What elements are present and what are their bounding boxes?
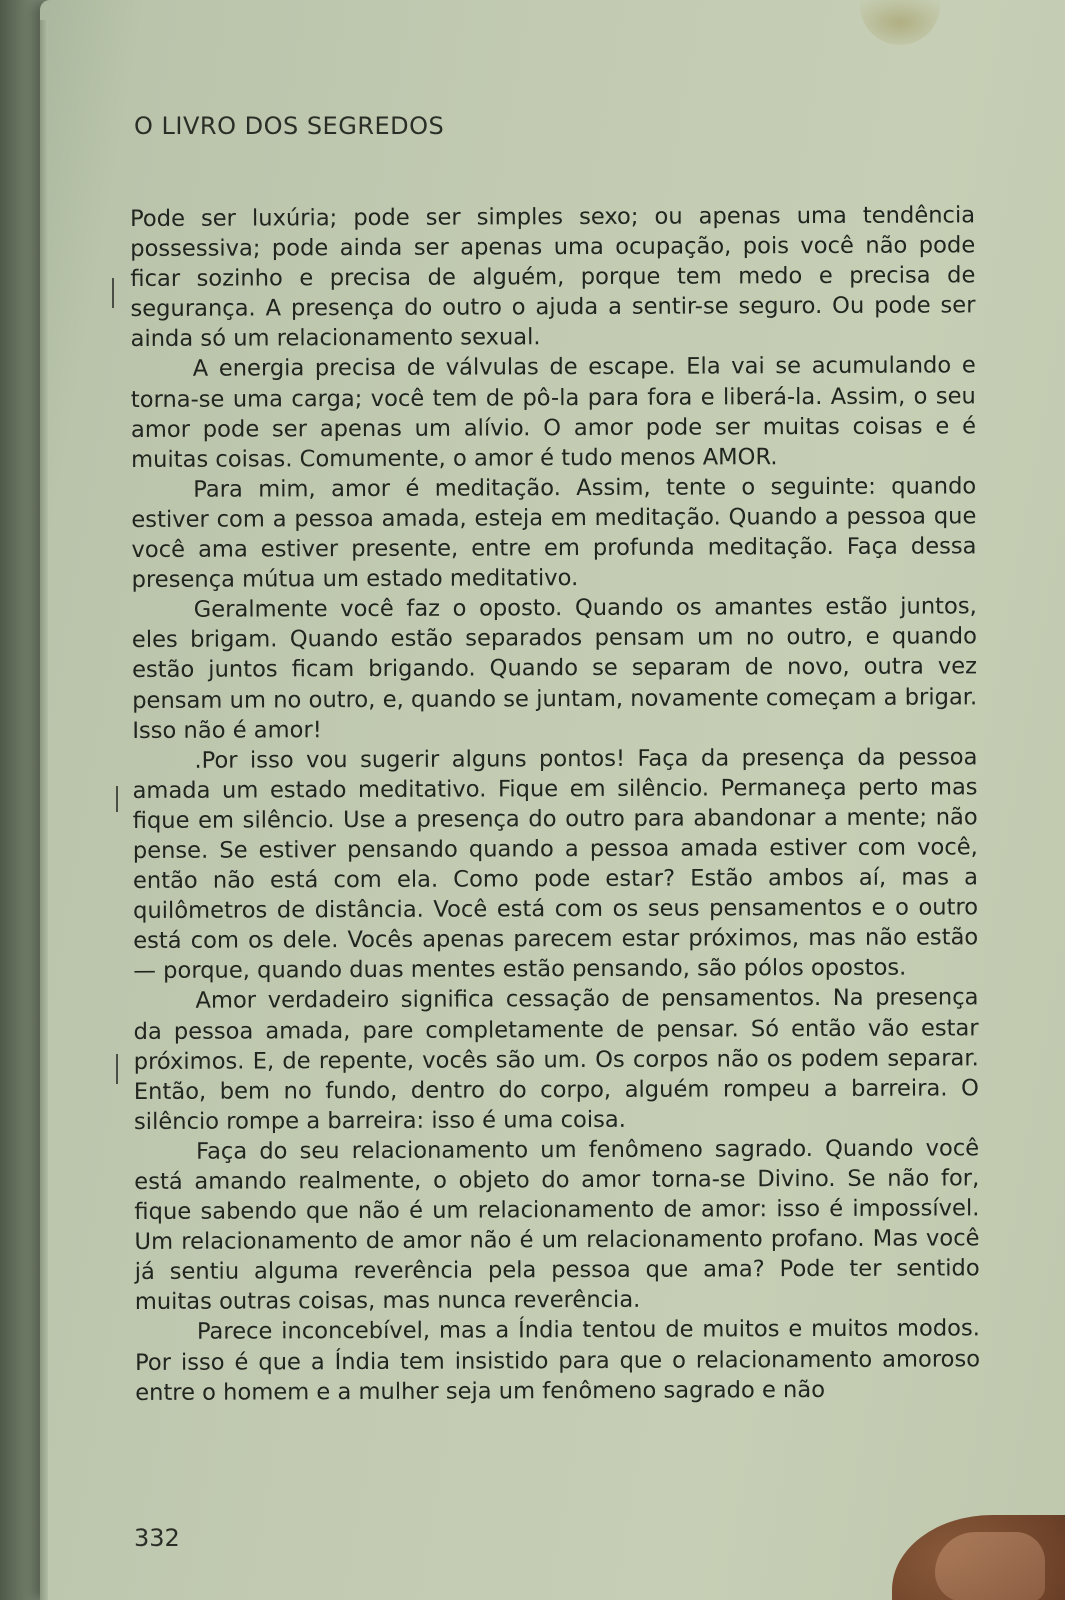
paragraph-7: Faça do seu relacionamento um fenômeno sagrado. Quando você está amando realmente, o objeto do amor torna-se Divino. Se não for, fique sabendo que não é um relacionamento de amor: isso é impossível. Um relacionamento de amor não é um relacionamento profano. Mas você já sentiu alguma reverência pela pessoa que ama? Pode ter sentido muitas outras coisas, mas nunca reverência. — [134, 1135, 980, 1316]
margin-pencil-mark — [116, 1054, 118, 1084]
margin-pencil-mark — [116, 786, 118, 812]
paragraph-3: Para mim, amor é meditação. Assim, tente o seguinte: quando estiver com a pessoa amada, esteja em meditação. Quando a pessoa que você ama estiver presente, entre em profunda meditação. Faça dessa presença mútua um estado meditativo. — [131, 473, 977, 594]
thumbnail-highlight — [935, 1532, 1045, 1600]
paragraph-1: Pode ser luxúria; pode ser simples sexo; ou apenas uma tendência possessiva; pode ainda ser apenas uma ocupação, pois você não pode ficar sozinho e precisa de alguém, porque tem medo e precisa de segurança. A presença do outro o ajuda a sentir-se seguro. Ou pode ser ainda só um relacionamento sexual. — [130, 202, 976, 353]
paragraph-2: A energia precisa de válvulas de escape. Ela vai se acumulando e torna-se uma carga; você tem de pô-la para fora e liberá-la. Assim, o seu amor pode ser apenas um alívio. O amor pode ser muitas coisas e é muitas coisas. Comumente, o amor é tudo menos AMOR. — [130, 352, 977, 473]
running-head: O LIVRO DOS SEGREDOS — [134, 112, 445, 140]
paragraph-4: Geralmente você faz o oposto. Quando os amantes estão juntos, eles brigam. Quando estão separados pensam um no outro, e quando estão juntos ficam brigando. Quando se separam de novo, outra vez pensam um no outro, e, quando se juntam, novamente começam a brigar. Isso não é amor! — [131, 593, 978, 744]
margin-pencil-mark — [112, 278, 114, 308]
page-edge — [40, 20, 48, 1600]
paragraph-5: .Por isso vou sugerir alguns pontos! Faça da presença da pessoa amada um estado meditativo. Fique em silêncio. Permaneça perto mas fique em silêncio. Use a presença do outro para abandonar a mente; não pense. Se estiver pensando quando a pessoa amada estiver com você, então não está com ela. Como pode estar? Estão ambos aí, mas a quilômetros de distância. Você está com os seus pensamentos e o outro está com os dele. Vocês apenas parecem estar próximos, mas não estão — porque, quando duas mentes estão pensando, são pólos opostos. — [132, 743, 979, 985]
paragraph-6: Amor verdadeiro significa cessação de pensamentos. Na presença da pessoa amada, pare completamente de pensar. Só então vão estar próximos. E, de repente, vocês são um. Os corpos não os podem separar. Então, bem no fundo, dentro do corpo, alguém rompeu a barreira. O silêncio rompe a barreira: isso é uma coisa. — [133, 984, 979, 1135]
body-text — [130, 200, 980, 1407]
paragraph-8: Parece inconcebível, mas a Índia tentou de muitos e muitos modos. Por isso é que a Índia tem insistido para que o relacionamento amoroso entre o homem e a mulher seja um fenômeno sagrado e não — [134, 1315, 981, 1406]
page-number: 332 — [134, 1524, 180, 1552]
